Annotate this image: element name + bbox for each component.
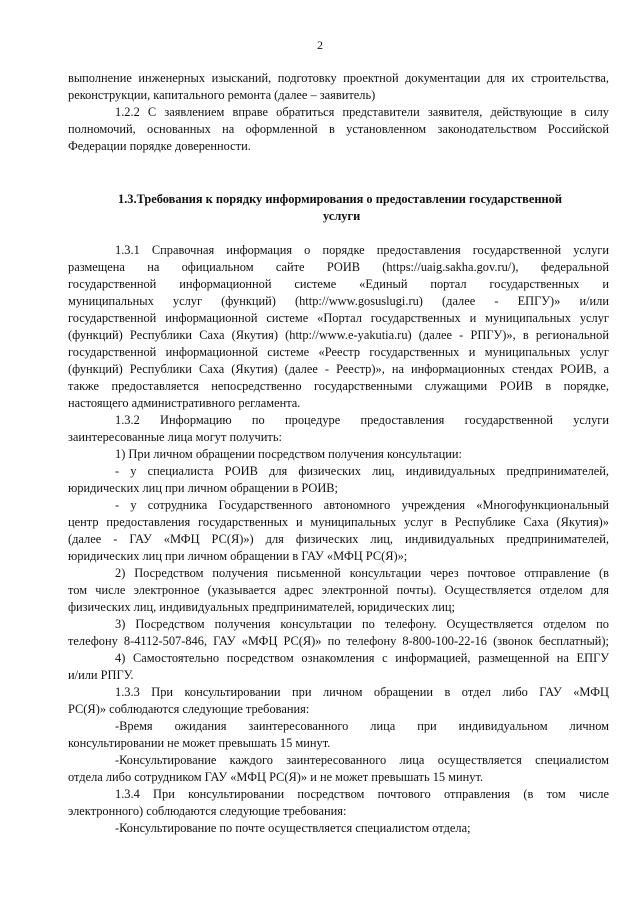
- list-item: - у специалиста РОИВ для физических лиц, индивидуальных предпринимателей,: [115, 464, 609, 478]
- text-line: размещена на официальном сайте РОИВ (https://uaig.sakha.gov.ru/), федеральной: [68, 260, 609, 274]
- text-line: Федерации порядке доверенности.: [68, 139, 251, 153]
- text-line: государственной информационной системе «Реестр государственных и муниципальных услуг: [68, 345, 609, 359]
- page-number: 2: [317, 38, 323, 52]
- text-line: (функций) Республики Саха (Якутия) (http://www.e-yakutia.ru) (далее - РПГУ)», в региональной: [68, 328, 609, 342]
- text-line: настоящего административного регламента.: [68, 396, 301, 410]
- text-line: и/или РПГУ.: [68, 668, 134, 682]
- text-line: полномочий, основанных на оформленной в установленном законодательством Российской: [68, 122, 609, 136]
- section-heading-continued: услуги: [323, 209, 361, 223]
- list-item: 1) При личном обращении посредством получения консультации:: [115, 447, 462, 461]
- text-line: электронного) соблюдаются следующие требования:: [68, 804, 347, 818]
- text-line: телефону 8-4112-507-846, ГАУ «МФЦ РС(Я)» по телефону 8-800-100-22-16 (звонок бесплатный);: [68, 634, 609, 648]
- text-line: юридических лиц при личном обращении в РОИВ;: [68, 481, 338, 495]
- list-item: 3) Посредством получения консультации по телефону. Осуществляется отделом по: [115, 617, 609, 631]
- text-line: консультировании не может превышать 15 минут.: [68, 736, 331, 750]
- text-line: РС(Я)» соблюдаются следующие требования:: [68, 702, 310, 716]
- text-line: государственной информационной системе «Единый портал государственных и: [68, 277, 609, 291]
- text-line: физических лиц, индивидуальных предпринимателей, юридических лиц;: [68, 600, 455, 614]
- text-line: том числе электронное (указывается адрес электронной почты). Осуществляется отделом для: [68, 583, 609, 597]
- list-item: -Консультирование каждого заинтересованного лица осуществляется специалистом: [115, 753, 609, 767]
- list-item: -Консультирование по почте осуществляется специалистом отдела;: [115, 821, 471, 835]
- text-line: государственной информационной системе «Портал государственных и муниципальных услуг: [68, 311, 609, 325]
- text-line: (далее - ГАУ «МФЦ РС(Я)») для физических лиц, индивидуальных предпринимателей,: [68, 532, 609, 546]
- text-line: юридических лиц при личном обращении в ГАУ «МФЦ РС(Я)»;: [68, 549, 408, 563]
- text-line: 1.3.2 Информацию по процедуре предоставления государственной услуги: [115, 413, 609, 427]
- text-line: 1.3.4 При консультировании посредством почтового отправления (в том числе: [115, 787, 609, 801]
- list-item: 2) Посредством получения письменной консультации через почтовое отправление (в: [115, 566, 609, 580]
- text-line: 1.3.1 Справочная информация о порядке предоставления государственной услуги: [115, 243, 609, 257]
- section-heading: 1.3.Требования к порядку информирования о предоставлении государственной: [118, 192, 562, 206]
- text-line: центр предоставления государственных и муниципальных услуг в Республике Саха (Якутия)»: [68, 515, 609, 529]
- text-line: выполнение инженерных изысканий, подготовку проектной документации для их строительства,: [68, 71, 609, 85]
- text-line: 1.3.3 При консультировании при личном обращении в отдел либо ГАУ «МФЦ: [115, 685, 609, 699]
- text-line: также предоставляется непосредственно государственными служащими РОИВ в порядке,: [68, 379, 609, 393]
- text-line: отдела либо сотрудником ГАУ «МФЦ РС(Я)» и не может превышать 15 минут.: [68, 770, 484, 784]
- text-line: муниципальных услуг (функций) (http://www.gosuslugi.ru) (далее - ЕПГУ)» и/или: [68, 294, 609, 308]
- text-line: реконструкции, капитального ремонта (далее – заявитель): [68, 88, 376, 102]
- text-line: (функций) Республики Саха (Якутия) (далее - Реестр)», на информационных стендах РОИВ, а: [68, 362, 609, 376]
- list-item: 4) Самостоятельно посредством ознакомления с информацией, размещенной на ЕПГУ: [115, 651, 609, 665]
- text-line: 1.2.2 С заявлением вправе обратиться представители заявителя, действующие в силу: [115, 105, 609, 119]
- list-item: -Время ожидания заинтересованного лица при индивидуальном личном: [115, 719, 609, 733]
- list-item: - у сотрудника Государственного автономного учреждения «Многофункциональный: [115, 498, 609, 512]
- text-line: заинтересованные лица могут получить:: [68, 430, 282, 444]
